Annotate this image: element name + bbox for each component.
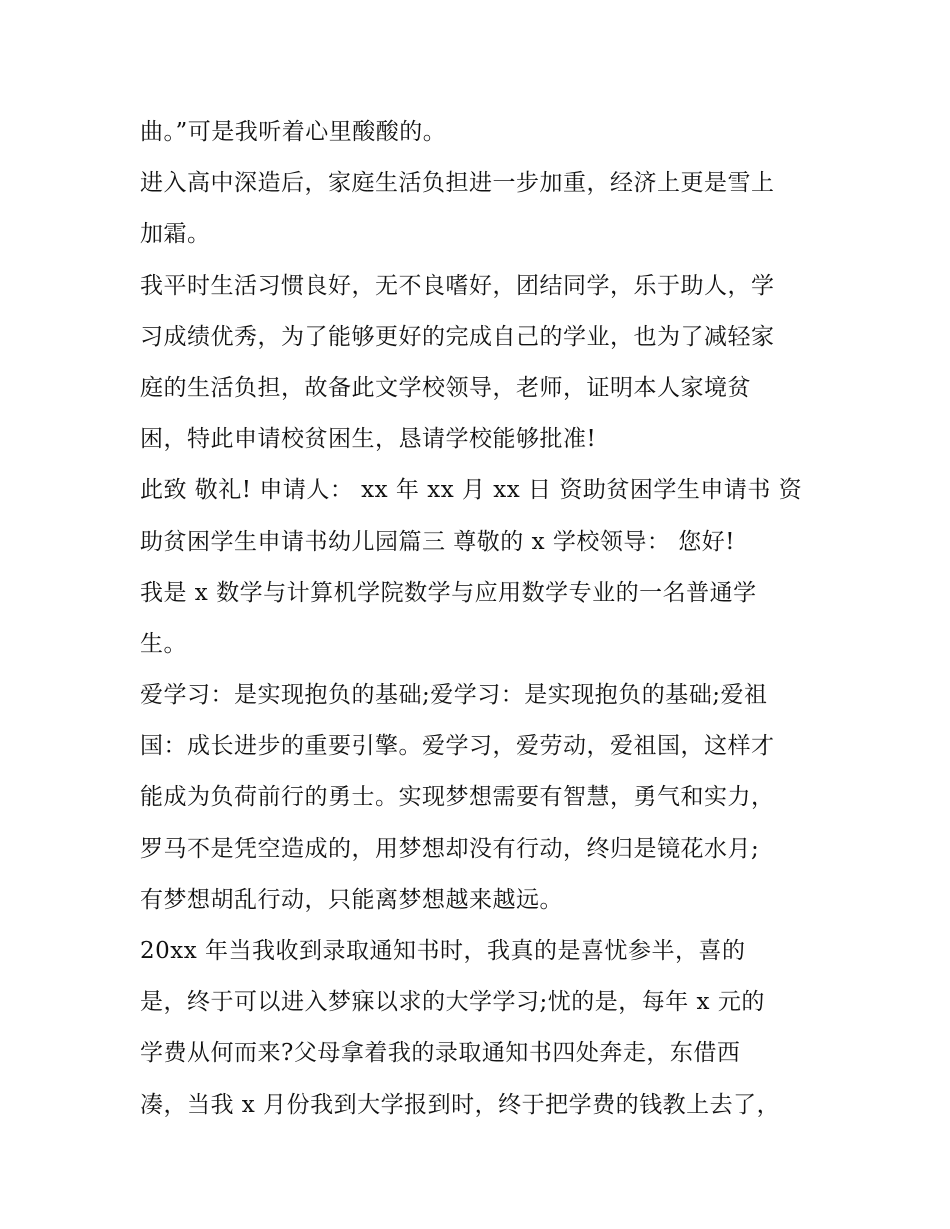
text-line: 我是 x 数学与计算机学院数学与应用数学专业的一名普通学: [140, 579, 757, 606]
text-line: 是，终于可以进入梦寐以求的大学学习;忧的是，每年 x 元的: [140, 989, 765, 1016]
text-line: 习成绩优秀，为了能够更好的完成自己的学业，也为了减轻家: [140, 323, 775, 350]
text-line: 困，特此申请校贫困生，恳请学校能够批准!: [140, 426, 597, 453]
text-line: 庭的生活负担，故备此文学校领导，老师，证明本人家境贫: [140, 374, 751, 401]
text-line: 有梦想胡乱行动，只能离梦想越来越远。: [140, 886, 563, 913]
text-line: 生。: [140, 630, 187, 657]
text-line: 曲。”可是我听着心里酸酸的。: [140, 119, 447, 145]
text-line: 我平时生活习惯良好，无不良嗜好，团结同学，乐于助人，学: [140, 272, 775, 299]
text-line: 进入高中深造后，家庭生活负担进一步加重，经济上更是雪上: [140, 170, 775, 197]
text-line: 20xx 年当我收到录取通知书时，我真的是喜忧参半，喜的: [140, 938, 746, 964]
body-text: [140, 107, 840, 1131]
text-line: 加霜。: [140, 221, 211, 248]
text-line: 能成为负荷前行的勇士。实现梦想需要有智慧，勇气和实力，: [140, 784, 775, 811]
text-line: 此致 敬礼! 申请人： xx 年 xx 月 xx 日 资助贫困学生申请书 资: [140, 477, 803, 504]
text-line: 国：成长进步的重要引擎。爱学习，爱劳动，爱祖国，这样才: [140, 733, 775, 760]
text-line: 助贫困学生申请书幼儿园篇三 尊敬的 x 学校领导： 您好!: [140, 528, 735, 555]
text-line: 学费从何而来?父母拿着我的录取通知书四处奔走，东借西: [140, 1040, 741, 1067]
text-line: 罗马不是凭空造成的，用梦想却没有行动，终归是镜花水月;: [140, 835, 760, 862]
text-line: 凑，当我 x 月份我到大学报到时，终于把学费的钱教上去了，: [140, 1091, 781, 1118]
text-line: 爱学习：是实现抱负的基础;爱学习：是实现抱负的基础;爱祖: [140, 682, 768, 709]
